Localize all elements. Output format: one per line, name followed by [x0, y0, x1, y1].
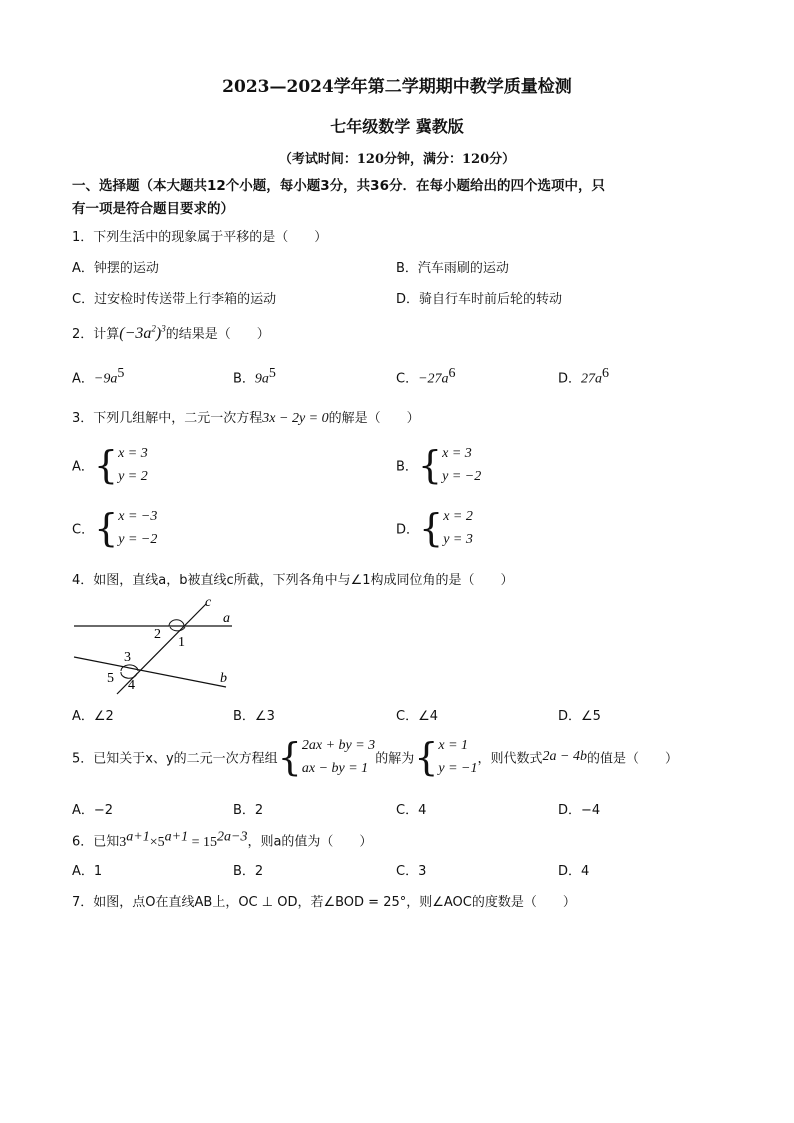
q6-exp1: a+1: [126, 829, 150, 844]
q2-d-value: 27a: [581, 371, 603, 387]
q5-option-b: B．2: [233, 803, 264, 818]
q5-system-eq2: ax − by = 1: [301, 761, 369, 776]
q6-option-d: D．4: [558, 864, 590, 879]
angle-arc-2: [169, 620, 184, 626]
q6-expression: [119, 829, 248, 850]
section-heading-line1: 一、选择题（本大题共12个小题，每小题3分，共36分．在每小题给出的四个选项中，只: [72, 178, 605, 194]
label-angle-2: 2: [154, 627, 161, 642]
q2-b-sup: 5: [268, 366, 276, 381]
q2-a-value: −9a: [93, 371, 118, 387]
q5-solution-brace: {: [414, 735, 439, 779]
q2-option-c: [396, 366, 456, 387]
label-b: b: [220, 671, 227, 686]
q2-c-sup: 6: [448, 366, 456, 381]
q3-d-brace: {: [419, 506, 444, 550]
q4-option-d: D．∠5: [558, 709, 601, 724]
q3-a-eq2: y = 2: [118, 469, 148, 484]
q5-option-d: D．−4: [558, 803, 601, 818]
q3-option-a: [72, 442, 148, 488]
q4-option-b: B．∠3: [233, 709, 275, 724]
q2-a-label: A．: [72, 371, 94, 387]
label-c: c: [205, 595, 212, 610]
exam-title: 2023—2024学年第二学期期中教学质量检测: [222, 77, 572, 97]
q3-c-eq2: y = −2: [118, 532, 158, 547]
q2-stem: [72, 323, 270, 343]
q3-c-system: [118, 505, 157, 551]
q6-exp3: 2a−3: [217, 829, 248, 844]
q3-b-brace: {: [417, 443, 443, 487]
section-heading-line2: 有一项是符合题目要求的）: [72, 201, 234, 217]
q4-option-c: C．∠4: [396, 709, 439, 724]
q3-a-system: [118, 442, 148, 488]
q3-stem-prefix: 3．下列几组解中，二元一次方程: [72, 411, 263, 426]
q3-d-eq1: x = 2: [443, 509, 473, 524]
q2-expr: [119, 325, 165, 342]
q3-stem-suffix: 的解是（ ）: [328, 411, 420, 426]
q6-suffix: ，则a的值为（ ）: [247, 834, 373, 850]
q2-c-label: C．: [396, 371, 419, 387]
q2-option-b: [233, 366, 276, 387]
q3-a-label: A．: [72, 459, 94, 475]
q3-option-c: [72, 505, 157, 551]
q2-a-sup: 5: [117, 366, 125, 381]
q3-option-d: [396, 505, 473, 551]
q6-exp2: a+1: [164, 829, 189, 844]
q2-c-value: −27a: [418, 371, 449, 387]
q5-solution-eq1: x = 1: [438, 738, 469, 753]
q2-expr-sup3: 3: [161, 323, 166, 334]
q5-stem-suffix-a: ，则代数式: [477, 751, 543, 767]
q2-expr-close: ): [155, 325, 162, 342]
label-angle-5: 5: [107, 671, 114, 686]
q7-stem: 7．如图，点O在直线AB上，OC ⊥ OD，若∠BOD = 25°，则∠AOC的度数是（ ）: [72, 895, 576, 910]
q5-stem-suffix-b: 的值是（ ）: [586, 751, 678, 767]
q4-figure: [60, 590, 250, 696]
q5-solution-eq2: y = −1: [438, 761, 478, 776]
q3-b-eq1: x = 3: [442, 446, 472, 461]
q1-stem: 1．下列生活中的现象属于平移的是（ ）: [72, 230, 328, 245]
q6-times: ×5: [149, 834, 165, 850]
q3-d-label: D．: [396, 522, 420, 538]
q3-b-eq2: y = −2: [442, 469, 482, 484]
q3-d-eq2: y = 3: [443, 532, 473, 547]
q4-option-a: A．∠2: [72, 709, 114, 724]
q3-c-label: C．: [72, 522, 95, 538]
q2-d-label: D．: [558, 371, 582, 387]
q4-stem: 4．如图，直线a，b被直线c所截，下列各角中与∠1构成同位角的是（ ）: [72, 573, 514, 588]
q6-eq: = 15: [188, 834, 217, 850]
q2-option-d: [558, 366, 609, 387]
q3-a-eq1: x = 3: [118, 446, 148, 461]
exam-subtitle: 七年级数学 冀教版: [330, 117, 464, 136]
line-b: [74, 657, 226, 687]
q3-stem: [72, 407, 420, 427]
exam-info: （考试时间：120分钟，满分：120分）: [278, 152, 516, 167]
q5-solution: [438, 734, 477, 780]
q5-expression: 2a − 4b: [542, 749, 587, 764]
label-a: a: [223, 611, 230, 626]
q5-mid: 的解为: [375, 751, 415, 767]
q2-b-label: B．: [233, 371, 255, 387]
q2-expr-sup2: 2: [151, 323, 156, 334]
q3-b-label: B．: [396, 459, 418, 475]
q1-option-c: C．过安检时传送带上行李箱的运动: [72, 292, 277, 307]
q2-d-sup: 6: [602, 366, 610, 381]
q5-stem: [72, 734, 678, 780]
q2-suffix: 的结果是（ ）: [165, 327, 270, 342]
q5-option-c: C．4: [396, 803, 427, 818]
q2-b-value: 9a: [254, 371, 269, 387]
q3-a-brace: {: [93, 443, 119, 487]
q3-c-brace: {: [94, 506, 119, 550]
q3-option-b: [396, 442, 481, 488]
q3-equation: 3x − 2y = 0: [262, 411, 329, 426]
label-angle-4: 4: [128, 678, 135, 693]
q1-option-d: D．骑自行车时前后轮的转动: [396, 292, 563, 307]
label-angle-3: 3: [124, 650, 131, 665]
q3-c-eq1: x = −3: [118, 509, 158, 524]
q6-stem: [72, 829, 372, 851]
q6-option-a: A．1: [72, 864, 103, 879]
q3-b-system: [442, 442, 481, 488]
q2-option-a: [72, 366, 124, 387]
q6-prefix: 6．已知: [72, 834, 120, 850]
q3-d-system: [443, 505, 473, 551]
q5-system: [302, 734, 375, 780]
q5-system-eq1: 2ax + by = 3: [301, 738, 376, 753]
q5-stem-prefix: 5．已知关于x、y的二元一次方程组: [72, 751, 278, 767]
q6-base1: 3: [119, 834, 127, 850]
q1-option-a: A．钟摆的运动: [72, 261, 159, 276]
q5-option-a: A．−2: [72, 803, 114, 818]
label-angle-1: 1: [178, 635, 185, 650]
q2-prefix: 2．计算: [72, 327, 120, 342]
q6-option-c: C．3: [396, 864, 427, 879]
q6-option-b: B．2: [233, 864, 264, 879]
q5-system-brace: {: [277, 735, 302, 779]
q2-expr-open: (−3a: [119, 325, 152, 342]
q1-option-b: B．汽车雨刷的运动: [396, 261, 509, 276]
